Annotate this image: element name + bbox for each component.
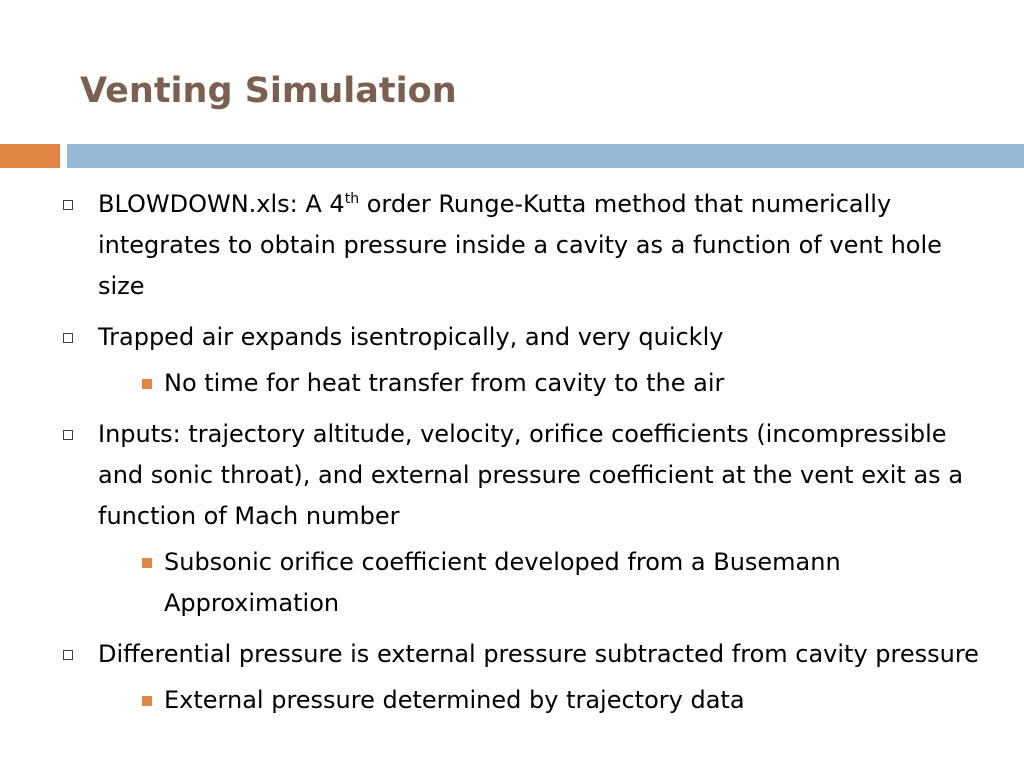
bullet-item [0,634,1024,675]
hollow-square-bullet-icon [63,430,73,440]
accent-bar-orange [0,144,60,168]
accent-bar-blue [67,144,1024,168]
hollow-square-bullet-icon [63,650,73,660]
bullet-text: Inputs: trajectory altitude, velocity, orifice coefficients (incompressible and sonic throat), and external pressure coefficient at the vent exit as a function of Mach number [98,420,964,530]
sub-bullet-text: Subsonic orifice coefficient developed from a Busemann Approximation [164,548,841,617]
bullet-text: BLOWDOWN.xls: A 4th order Runge-Kutta method that numerically integrates to obtain pressure inside a cavity as a function of vent hole size [98,190,942,300]
filled-square-bullet-icon [142,696,152,706]
hollow-square-bullet-icon [63,333,73,343]
sub-bullet-item [0,680,1024,721]
bullet-item [0,184,1024,307]
filled-square-bullet-icon [142,379,152,389]
bullet-text: Differential pressure is external pressure subtracted from cavity pressure [98,640,979,668]
sub-bullet-text: External pressure determined by trajectory data [164,686,745,714]
bullet-list [0,184,1024,731]
sub-bullet-item [0,363,1024,404]
bullet-item [0,317,1024,358]
hollow-square-bullet-icon [63,200,73,210]
bullet-item [0,414,1024,537]
bullet-text: Trapped air expands isentropically, and very quickly [98,323,724,351]
slide-title: Venting Simulation [80,71,457,111]
sub-bullet-text: No time for heat transfer from cavity to the air [164,369,725,397]
filled-square-bullet-icon [142,558,152,568]
sub-bullet-item [0,542,1024,624]
